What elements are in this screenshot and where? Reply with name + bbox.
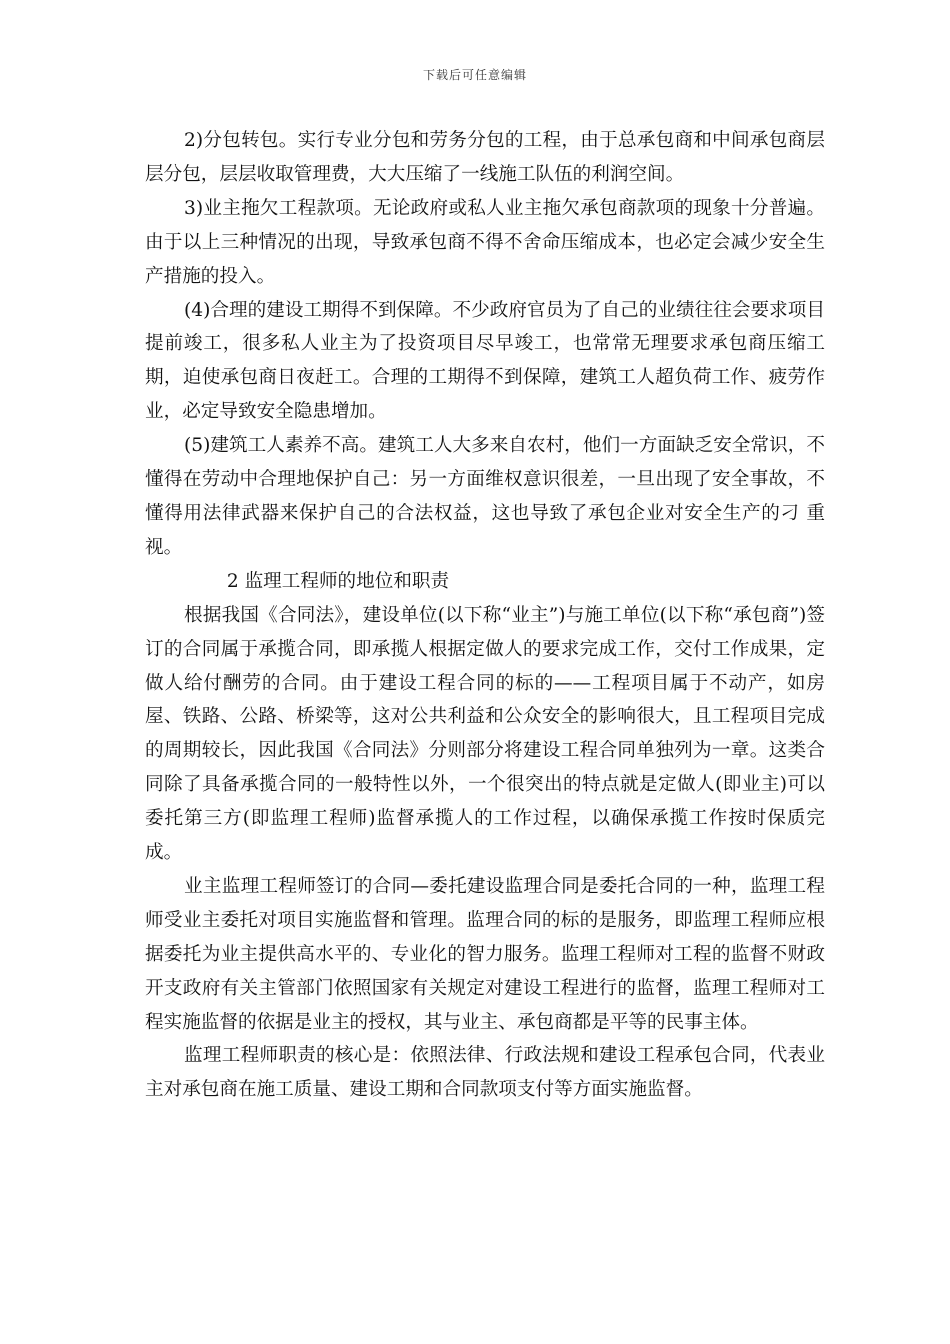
document-body [145,124,825,1107]
paragraph-supervision-contract: 业主监理工程师签订的合同—委托建设监理合同是委托合同的一种，监理工程师受业主委托对项目实施监督和管理。监理合同的标的是服务，即监理工程师应根据委托为业主提供高水平的、专业化的智力服务。监理工程师对工程的监督不财政开支政府有关主管部门依照国家有关规定对建设工程进行的监督，监理工程师对工程实施监督的依据是业主的授权，其与业主、承包商都是平等的民事主体。 [145,875,825,1033]
paragraph-worker-quality: (5)建筑工人素养不高。建筑工人大多来自农村，他们一方面缺乏安全常识，不懂得在劳动中合理地保护自己：另一方面维权意识很差，一旦出现了安全事故，不懂得用法律武器来保护自己的合法权益，这也导致了承包企业对安全生产的刁 重视。 [145,435,825,558]
paragraph-engineer-duties: 监理工程师职责的核心是：依照法律、行政法规和建设工程承包合同，代表业主对承包商在施工质量、建设工期和合同款项支付等方面实施监督。 [145,1045,825,1101]
paragraph-construction-period: (4)合理的建设工期得不到保障。不少政府官员为了自己的业绩往往会要求项目提前竣工，很多私人业主为了投资项目尽早竣工，也常常无理要求承包商压缩工期，迫使承包商日夜赶工。合理的工期得不到保障，建筑工人超负荷工作、疲劳作业，必定导致安全隐患增加。 [145,299,825,423]
page-header-note: 下载后可任意编辑 [422,68,527,82]
paragraph-contract-law: 根据我国《合同法》，建设单位(以下称“业主”)与施工单位(以下称“承包商”)签订的合同属于承揽合同，即承揽人根据定做人的要求完成工作，交付工作成果，定做人给付酬劳的合同。由于建设工程合同的标的——工程项目属于不动产，如房屋、铁路、公路、桥梁等，这对公共利益和公众安全的影响很大，且工程项目完成的周期较长，因此我国《合同法》分则部分将建设工程合同单独列为一章。这类合同除了具备承揽合同的一般特性以外，一个很突出的特点就是定做人(即业主)可以委托第三方(即监理工程师)监督承揽人的工作过程，以确保承揽工作按时保质完成。 [145,604,825,864]
paragraph-subcontracting: 2)分包转包。实行专业分包和劳务分包的工程，由于总承包商和中间承包商层层分包，层层收取管理费，大大压缩了一线施工队伍的利润空间。 [145,130,825,185]
paragraph-payment-arrears: 3)业主拖欠工程款项。无论政府或私人业主拖欠承包商款项的现象十分普遍。由于以上三种情况的出现，导致承包商不得不舍命压缩成本，也必定会减少安全生产措施的投入。 [145,197,825,287]
section-heading: 2 监理工程师的地位和职责 [226,570,450,592]
